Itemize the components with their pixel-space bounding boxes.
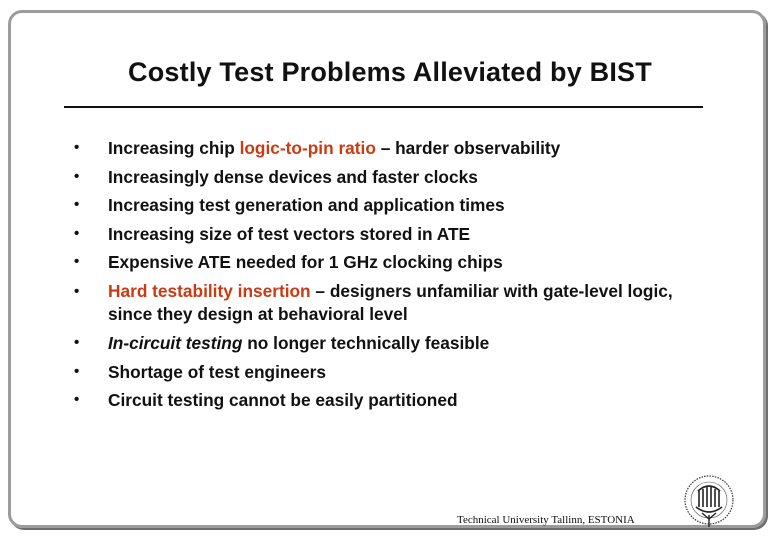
- bullet-text-segment: Increasing test generation and application times: [108, 195, 505, 216]
- bullet-text-segment: Increasing chip: [108, 138, 240, 158]
- bullet-text-segment: Hard testability insertion: [108, 280, 311, 301]
- bullet-text-segment: no longer technically feasible: [242, 332, 490, 353]
- bullet-item: [74, 277, 674, 329]
- bullet-text-segment: – designers unfamiliar with gate-level logic, since they design at behavioral level: [108, 280, 673, 324]
- footer-institution: Technical University Tallinn, ESTONIA: [457, 514, 635, 526]
- bullet-text-segment: logic-to-pin ratio: [239, 138, 376, 158]
- bullet-text-segment: Shortage of test engineers: [108, 361, 326, 382]
- bullet-marker: •: [74, 139, 80, 156]
- bullet-text-segment: Increasingly dense devices and faster clocks: [108, 166, 478, 187]
- bullet-item: [74, 163, 674, 192]
- bullet-list: [74, 134, 674, 415]
- bullet-text-segment: Increasing size of test vectors stored in ATE: [108, 223, 471, 244]
- bullet-text-segment: Circuit testing cannot be easily partitioned: [108, 390, 458, 411]
- bullet-item: [74, 134, 674, 163]
- bullet-marker: •: [74, 253, 80, 271]
- bullet-text-segment: – harder observability: [375, 138, 561, 158]
- bullet-item: [74, 191, 674, 220]
- bullet-item: [74, 220, 674, 249]
- bullet-marker: •: [74, 282, 80, 300]
- bullet-marker: •: [74, 224, 80, 242]
- title-divider: [64, 106, 703, 108]
- slide-title: Costly Test Problems Alleviated by BIST: [128, 57, 652, 87]
- bullet-marker: •: [74, 362, 80, 380]
- bullet-text-segment: In-circuit testing: [108, 332, 243, 353]
- bullet-item: [74, 358, 674, 387]
- bullet-marker: •: [74, 196, 80, 214]
- bullet-item: [74, 329, 674, 358]
- bullet-marker: •: [74, 167, 80, 185]
- university-seal-icon: [682, 473, 736, 531]
- bullet-marker: •: [74, 333, 80, 351]
- bullet-marker: •: [74, 391, 80, 409]
- bullet-item: [74, 248, 674, 277]
- bullet-item: [74, 386, 674, 415]
- bullet-text-segment: Expensive ATE needed for 1 GHz clocking chips: [108, 252, 503, 273]
